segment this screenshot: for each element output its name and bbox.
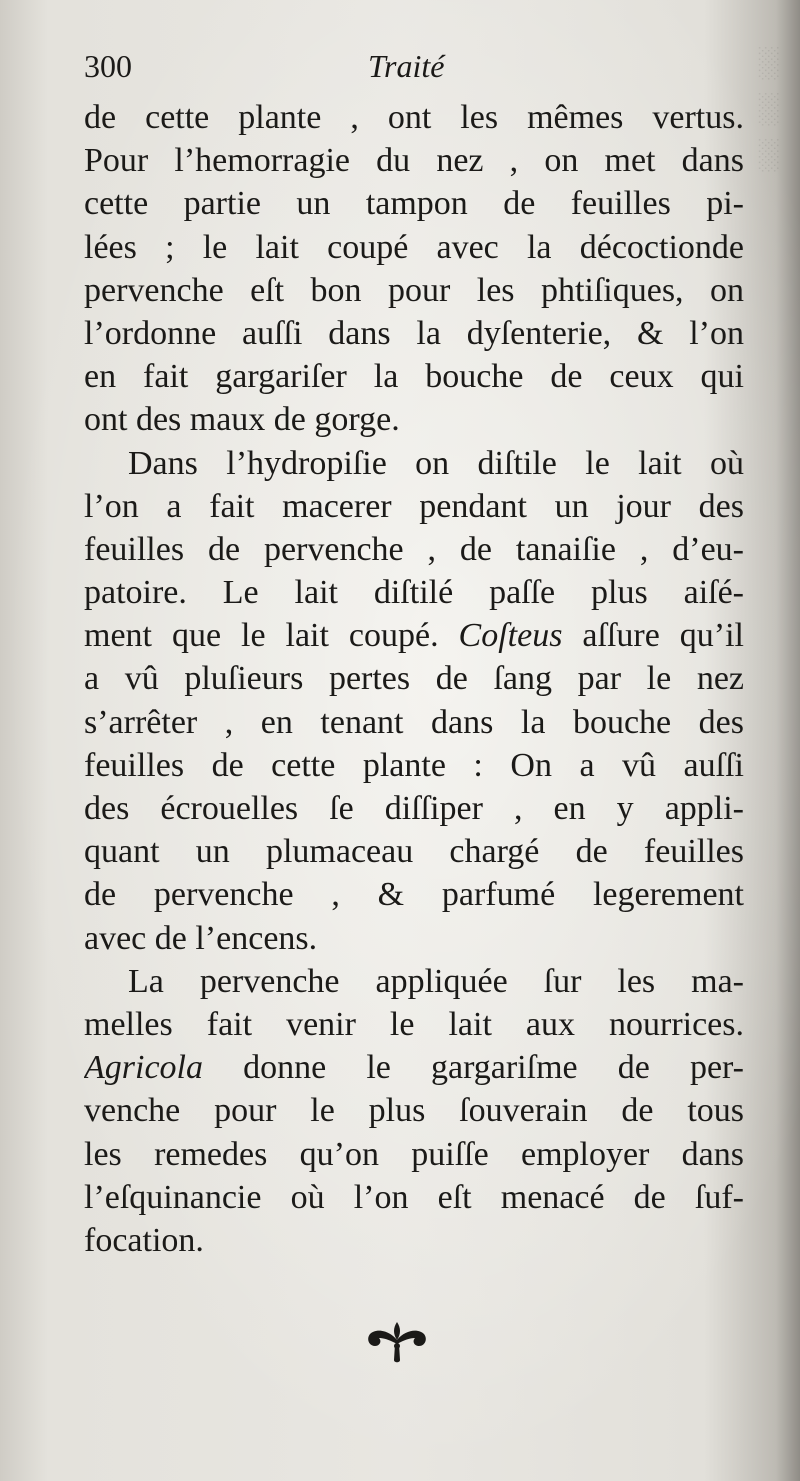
line-segment: donne le gargariſme de per-	[243, 1049, 744, 1087]
text-line: Dans l’hydropiſie on diſtile le lait où	[128, 444, 744, 482]
text-line: l’ordonne auſſi dans la dyſenterie, & l’on	[84, 314, 744, 352]
text-line: a vû pluſieurs pertes de ſang par le nez	[84, 660, 744, 698]
fleuron-ornament-icon	[362, 1316, 432, 1366]
text-line: feuilles de cette plante : On a vû auſſi	[84, 746, 744, 784]
text-line: melles fait venir le lait aux nourrices.	[84, 1005, 744, 1043]
text-line: avec de l’encens.	[84, 919, 318, 957]
text-line: focation.	[84, 1221, 204, 1259]
line-segment: ment que le lait coupé.	[84, 617, 439, 655]
text-line: s’arrêter , en tenant dans la bouche des	[84, 703, 744, 741]
text-line: des écrouelles ſe diſſiper , en y appli-	[84, 790, 744, 827]
text-line: quant un plumaceau chargé de feuilles	[84, 833, 744, 871]
text-line: l’eſquinancie où l’on eſt menacé de ſuf-	[84, 1178, 744, 1216]
cited-author: Coſteus	[458, 617, 563, 655]
text-line: pervenche eſt bon pour les phtiſiques, on	[84, 271, 744, 309]
line-segment: aſſure qu’il	[582, 617, 744, 655]
text-line: de pervenche , & parfumé legerement	[84, 876, 744, 914]
text-line: La pervenche appliquée ſur les ma-	[128, 962, 744, 1000]
page-number: 300	[84, 48, 132, 84]
text-line: patoire. Le lait diſtilé paſſe plus aiſé-	[84, 574, 744, 612]
body-text	[84, 96, 744, 1262]
text-line: les remedes qu’on puiſſe employer dans	[84, 1135, 744, 1173]
cited-author: Agricola	[84, 1049, 203, 1087]
text-line: feuilles de pervenche , de tanaiſie , d’eu-	[84, 530, 744, 568]
text-line-mixed	[84, 614, 744, 657]
running-title: Traité	[368, 48, 445, 84]
text-line: de cette plante , ont les mêmes vertus.	[84, 99, 744, 136]
text-line-mixed	[84, 1046, 744, 1089]
text-line: Pour l’hemorragie du nez , on met dans	[84, 142, 744, 180]
show-through-texture: ░ ░ ░	[758, 46, 780, 171]
text-line: en fait gargariſer la bouche de ceux qui	[84, 358, 744, 396]
text-line: l’on a fait macerer pendant un jour des	[84, 487, 744, 525]
text-line: lées ; le lait coupé avec la décoctionde	[84, 228, 744, 266]
text-line: venche pour le plus ſouverain de tous	[84, 1092, 744, 1130]
text-line: cette partie un tampon de feuilles pi-	[84, 185, 744, 223]
page-header	[84, 48, 744, 100]
text-line: ont des maux de gorge.	[84, 401, 400, 439]
